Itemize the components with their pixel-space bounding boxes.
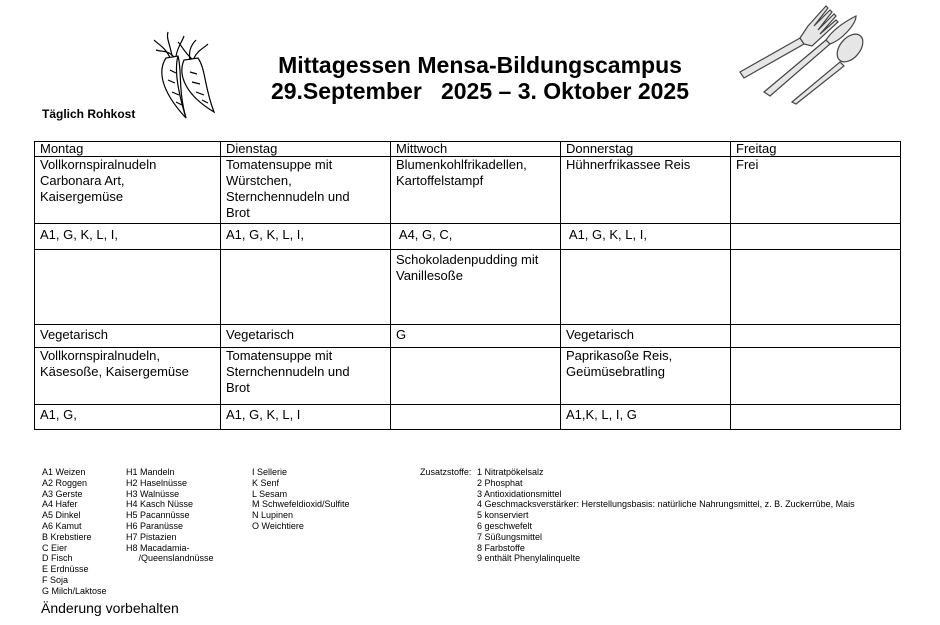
- veg-allergens-tuesday: A1, G, K, L, I: [221, 405, 391, 430]
- main-allergens-monday: A1, G, K, L, I,: [35, 224, 221, 250]
- main-allergens-wednesday: A4, G, C,: [391, 224, 561, 250]
- legend-item: H3 Walnüsse: [126, 488, 180, 499]
- vegetarian-dish-row: [35, 348, 901, 405]
- legend-item: K Senf: [252, 477, 280, 488]
- veg-dish-thursday: Paprikasoße Reis, Geümüsebratling: [561, 348, 731, 405]
- legend-item: A2 Roggen: [42, 477, 88, 488]
- footer-note: Änderung vorbehalten: [41, 600, 179, 616]
- legend-item: A6 Kamut: [42, 520, 82, 531]
- main-allergens-thursday: A1, G, K, L, I,: [561, 224, 731, 250]
- legend-item: O Weichtiere: [252, 520, 304, 531]
- legend-item: A5 Dinkel: [42, 510, 81, 521]
- additives-label: Zusatzstoffe:: [420, 467, 472, 477]
- dessert-monday: [35, 250, 221, 325]
- additive-item: 9 enthält Phenylalinquelte: [477, 553, 581, 564]
- main-dish-row: [35, 157, 901, 224]
- additive-item: 1 Nitratpökelsalz: [477, 467, 544, 477]
- legend-item: H6 Paranüsse: [126, 520, 184, 531]
- vegetarian-label-row: [35, 325, 901, 348]
- veg-label-tuesday: Vegetarisch: [221, 325, 391, 348]
- header-monday: Montag: [35, 142, 221, 157]
- legend-item: L Sesam: [252, 488, 288, 499]
- dessert-thursday: [561, 250, 731, 325]
- main-dish-wednesday: Blumenkohlfrikadellen, Kartoffelstampf: [391, 157, 561, 224]
- main-dish-thursday: Hühnerfrikassee Reis: [561, 157, 731, 224]
- dessert-row: [35, 250, 901, 325]
- legend-item: A3 Gerste: [42, 488, 83, 499]
- allergen-legend-col3: [252, 467, 350, 532]
- title-line-1: Mittagessen Mensa-Bildungscampus: [278, 52, 682, 78]
- additives-legend: [477, 467, 855, 564]
- menu-table: [34, 141, 901, 430]
- veg-dish-friday: [731, 348, 901, 405]
- legend-item: N Lupinen: [252, 510, 294, 521]
- additive-item: 5 konserviert: [477, 510, 529, 521]
- dessert-tuesday: [221, 250, 391, 325]
- legend-item: H7 Pistazien: [126, 531, 177, 542]
- veg-label-thursday: Vegetarisch: [561, 325, 731, 348]
- legend-item: H4 Kasch Nüsse: [126, 499, 194, 510]
- main-dish-tuesday: Tomatensuppe mit Würstchen, Sternchennudeln und Brot: [221, 157, 391, 224]
- main-dish-monday: Vollkornspiralnudeln Carbonara Art, Kaisergemüse: [35, 157, 221, 224]
- veg-allergens-row: [35, 405, 901, 430]
- allergen-legend-col1: [42, 467, 107, 597]
- additive-item: 2 Phosphat: [477, 477, 523, 488]
- legend-item: B Krebstiere: [42, 531, 92, 542]
- additive-item: 3 Antioxidationsmittel: [477, 488, 562, 499]
- header-friday: Freitag: [731, 142, 901, 157]
- rohkost-note: Täglich Rohkost: [42, 107, 136, 121]
- veg-dish-tuesday: Tomatensuppe mit Sternchennudeln und Brot: [221, 348, 391, 405]
- legend-item: /Queenslandnüsse: [126, 553, 214, 564]
- veg-dish-wednesday: [391, 348, 561, 405]
- legend-item: I Sellerie: [252, 467, 288, 477]
- legend-item: F Soja: [42, 574, 69, 585]
- allergen-legend-col2: [126, 467, 214, 564]
- additive-item: 4 Geschmacksverstärker: Herstellungsbasis: natürliche Nahrungsmittel, z. B. Zuckerrübe, Mais: [477, 499, 855, 510]
- veg-label-friday: [731, 325, 901, 348]
- legend-item: A4 Hafer: [42, 499, 78, 510]
- dessert-friday: [731, 250, 901, 325]
- additive-item: 6 geschwefelt: [477, 520, 533, 531]
- main-allergens-friday: [731, 224, 901, 250]
- main-allergens-row: [35, 224, 901, 250]
- legend-item: H2 Haselnüsse: [126, 477, 188, 488]
- veg-label-wednesday: G: [391, 325, 561, 348]
- legend-item: E Erdnüsse: [42, 564, 89, 575]
- table-header-row: [35, 142, 901, 157]
- veg-label-monday: Vegetarisch: [35, 325, 221, 348]
- cutlery-icon: [730, 0, 870, 105]
- legend-item: D Fisch: [42, 553, 73, 564]
- page-title: [230, 52, 730, 104]
- veg-allergens-friday: [731, 405, 901, 430]
- legend-item: H8 Macadamia-: [126, 542, 190, 553]
- veg-allergens-wednesday: [391, 405, 561, 430]
- legend-item: G Milch/Laktose: [42, 585, 107, 596]
- additive-item: 7 Süßungsmittel: [477, 531, 543, 542]
- legend-item: A1 Weizen: [42, 467, 86, 477]
- veg-allergens-thursday: A1,K, L, I, G: [561, 405, 731, 430]
- header-wednesday: Mittwoch: [391, 142, 561, 157]
- legend-item: H1 Mandeln: [126, 467, 175, 477]
- legend-item: M Schwefeldioxid/Sulfite: [252, 499, 350, 510]
- legend-item: C Eier: [42, 542, 68, 553]
- main-dish-friday: Frei: [731, 157, 901, 224]
- dessert-wednesday: Schokoladenpudding mit Vanillesoße: [391, 250, 561, 325]
- header-tuesday: Dienstag: [221, 142, 391, 157]
- title-line-2: 29.September 2025 – 3. Oktober 2025: [270, 78, 690, 104]
- veg-allergens-monday: A1, G,: [35, 405, 221, 430]
- veg-dish-monday: Vollkornspiralnudeln, Käsesoße, Kaisergemüse: [35, 348, 221, 405]
- additive-item: 8 Farbstoffe: [477, 542, 525, 553]
- carrot-icon: [148, 30, 228, 125]
- main-allergens-tuesday: A1, G, K, L, I,: [221, 224, 391, 250]
- legend-item: H5 Pacannüsse: [126, 510, 190, 521]
- header-thursday: Donnerstag: [561, 142, 731, 157]
